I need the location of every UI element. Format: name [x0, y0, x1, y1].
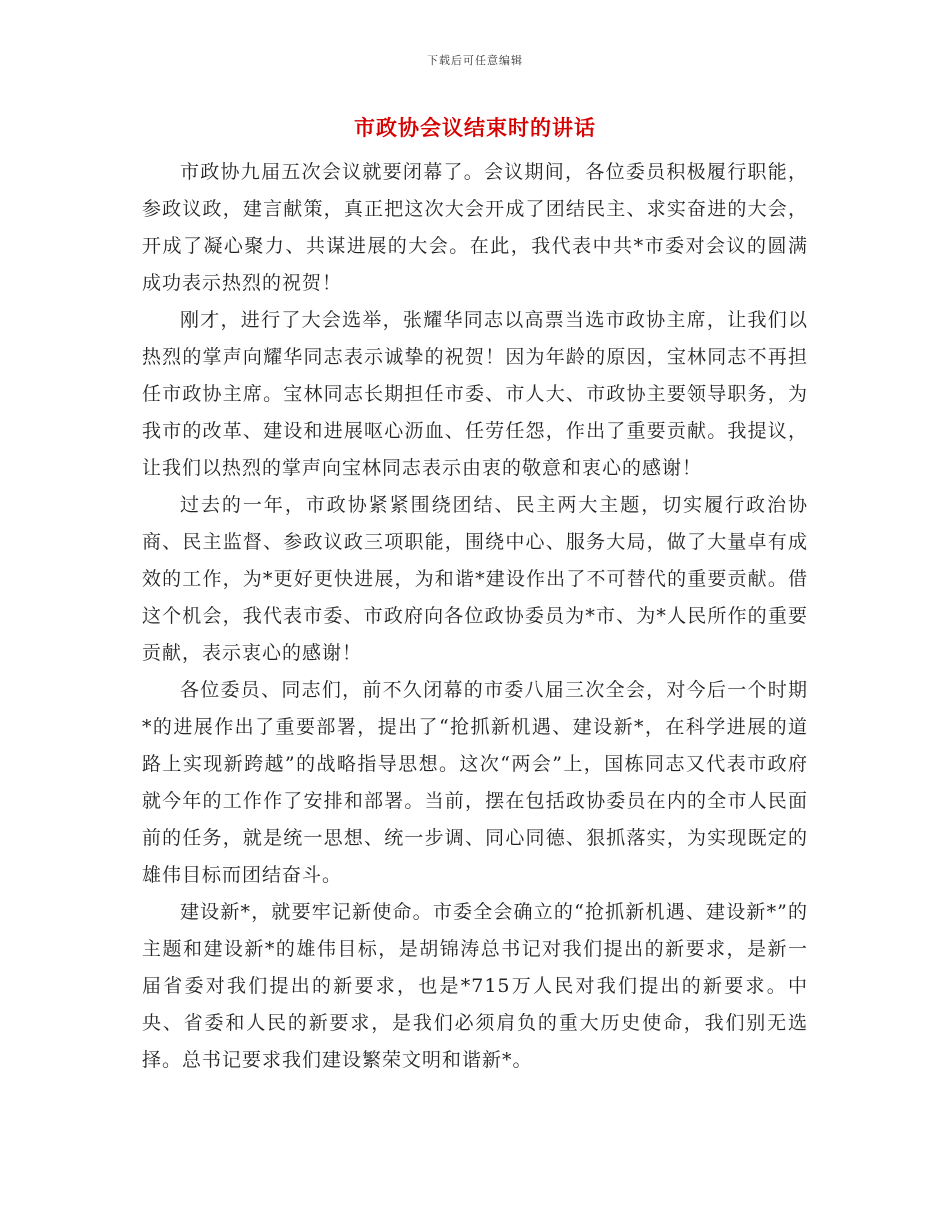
paragraph-4: 各位委员、同志们，前不久闭幕的市委八届三次全会，对今后一个时期*的进展作出了重要部署，提出了“抢抓新机遇、建设新*，在科学进展的道路上实现新跨越”的战略指导思想。这次“两会”上，国栋同志又代表市政府就今年的工作作了安排和部署。当前，摆在包括政协委员在内的全市人民面前的任务，就是统一思想、统一步调、同心同德、狠抓落实，为实现既定的雄伟目标而团结奋斗。 [142, 679, 808, 886]
paragraph-2: 刚才，进行了大会选举，张耀华同志以高票当选市政协主席，让我们以热烈的掌声向耀华同志表示诚挚的祝贺！因为年龄的原因，宝林同志不再担任市政协主席。宝林同志长期担任市委、市人大、市政协主要领导职务，为我市的改革、建设和进展呕心沥血、任劳任怨，作出了重要贡献。我提议，让我们以热烈的掌声向宝林同志表示由衷的敬意和衷心的感谢！ [142, 309, 808, 479]
page-header-note: 下载后可任意编辑 [427, 54, 523, 67]
document-body [142, 154, 808, 1079]
document-title: 市政协会议结束时的讲话 [354, 115, 596, 140]
paragraph-1: 市政协九届五次会议就要闭幕了。会议期间，各位委员积极履行职能，参政议政，建言献策，真正把这次大会开成了团结民主、求实奋进的大会，开成了凝心聚力、共谋进展的大会。在此，我代表中共*市委对会议的圆满成功表示热烈的祝贺！ [142, 161, 808, 294]
paragraph-5: 建设新*，就要牢记新使命。市委全会确立的“抢抓新机遇、建设新*”的主题和建设新*的雄伟目标，是胡锦涛总书记对我们提出的新要求，是新一届省委对我们提出的新要求，也是*715万人民对我们提出的新要求。中央、省委和人民的新要求，是我们必须肩负的重大历史使命，我们别无选择。总书记要求我们建设繁荣文明和谐新*。 [142, 901, 808, 1071]
paragraph-3: 过去的一年，市政协紧紧围绕团结、民主两大主题，切实履行政治协商、民主监督、参政议政三项职能，围绕中心、服务大局，做了大量卓有成效的工作，为*更好更快进展，为和谐*建设作出了不可替代的重要贡献。借这个机会，我代表市委、市政府向各位政协委员为*市、为*人民所作的重要贡献，表示衷心的感谢！ [142, 494, 808, 664]
